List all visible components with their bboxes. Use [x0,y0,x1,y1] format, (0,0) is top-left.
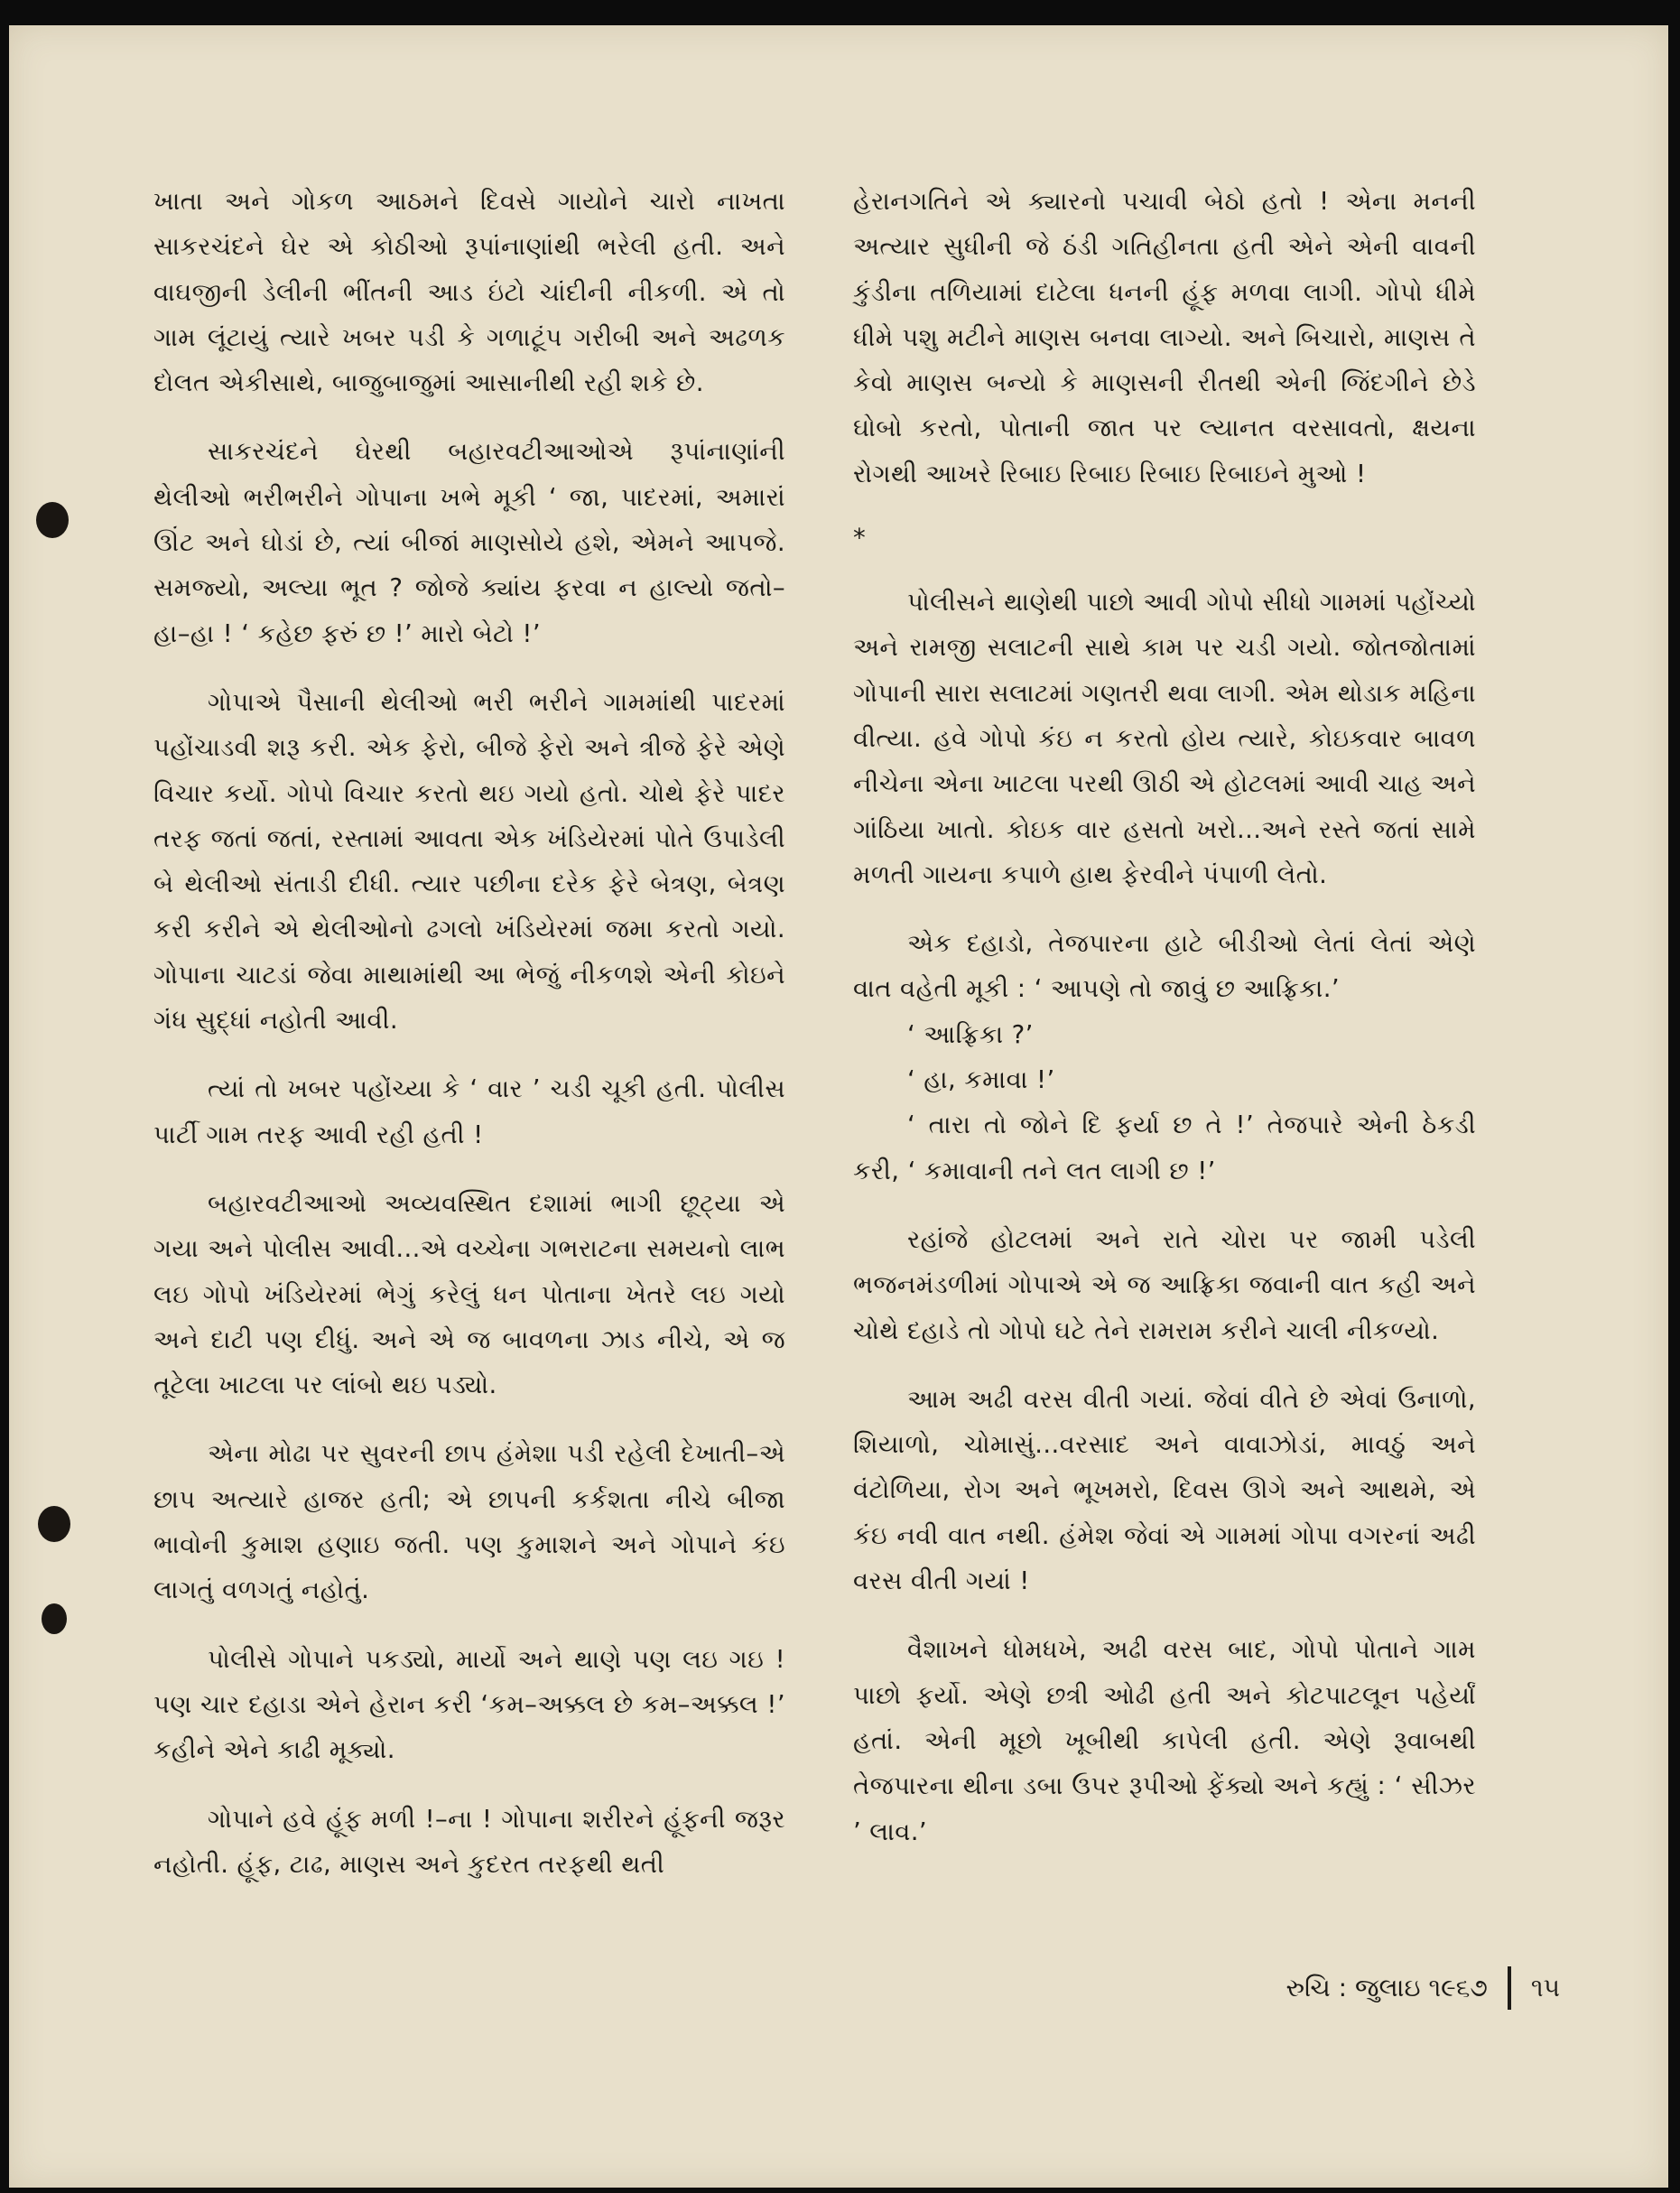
paragraph: હેરાનગતિને એ ક્યારનો પચાવી બેઠો હતો ! એના મનની અત્યાર સુધીની જે ઠંડી ગતિહીનતા હતી એને એની વાવની કુંડીના તળિયામાં દાટેલા ધનની હૂંફ મળવા લાગી. ગોપો ધીમે ધીમે પશુ મટીને માણસ બનવા લાગ્યો. અને બિચારો, માણસ તે કેવો માણસ બન્યો કે માણસની રીતથી એની જિંદગીને છેડે ઘોબો કરતો, પોતાની જાત પર લ્યાનત વરસાવતો, ક્ષયના રોગથી આખરે રિબાઇ રિબાઇ રિબાઇ રિબાઇને મુઓ ! [853,187,1476,488]
paragraph: ત્યાં તો ખબર પહોંચ્યા કે ‘ વાર ’ ચડી ચૂકી હતી. પોલીસ પાર્ટી ગામ તરફ આવી રહી હતી ! [153,1074,785,1149]
paragraph: આમ અઢી વરસ વીતી ગયાં. જેવાં વીતે છે એવાં ઉનાળો, શિયાળો, ચોમાસું...વરસાદ અને વાવાઝોડાં, માવઠું અને વંટોળિયા, રોગ અને ભૂખમરો, દિવસ ઊગે અને આથમે, એ કંઇ નવી વાત નથી. હંમેશ જેવાં એ ગામમાં ગોપા વગરનાં અઢી વરસ વીતી ગયાં ! [853,1384,1476,1596]
paragraph: બહારવટીઆઓ અવ્યવસ્થિત દશામાં ભાગી છૂટ્યા એ ગયા અને પોલીસ આવી...એ વચ્ચેના ગભરાટના સમયનો લાભ લઇ ગોપો ખંડિયેરમાં ભેગું કરેલું ધન પોતાના ખેતરે લઇ ગયો અને દાટી પણ દીધું. અને એ જ બાવળના ઝાડ નીચે, એ જ તૂટેલા ખાટલા પર લાંબો થઇ પડ્યો. [153,1188,785,1400]
binding-hole [42,1603,67,1634]
page-number: ૧૫ [1530,1973,1560,2003]
paragraph: એના મોઢા પર સુવરની છાપ હંમેશા પડી રહેલી દેખાતી–એ છાપ અત્યારે હાજર હતી; એ છાપની કર્કશતા નીચે બીજા ભાવોની કુમાશ હણાઇ જતી. પણ કુમાશને અને ગોપાને કંઇ લાગતું વળગતું નહોતું. [153,1439,785,1605]
binding-hole [36,502,69,538]
magazine-issue: રુચિ : જુલાઇ ૧૯૬૭ [1286,1973,1488,2003]
footer-divider [1508,1966,1511,2010]
paragraph: એક દહાડો, તેજપારના હાટે બીડીઓ લેતાં લેતાં એણે વાત વહેતી મૂકી : ‘ આપણે તો જાવું છ આફ્રિકા.’ [853,929,1476,1004]
page-footer [1286,1966,1560,2010]
dialogue-line: ‘ આફ્રિકા ?’ [907,1019,1034,1049]
paragraph: ખાતા અને ગોકળ આઠમને દિવસે ગાયોને ચારો નાખતા સાકરચંદને ઘેર એ કોઠીઓ રૂપાંનાણાંથી ભરેલી હતી. અને વાઘજીની ડેલીની ભીંતની આડ ઇંટો ચાંદીની નીકળી. એ તો ગામ લૂંટાયું ત્યારે ખબર પડી કે ગળાટૂંપ ગરીબી અને અઢળક દોલત એકીસાથે, બાજુબાજુમાં આસાનીથી રહી શકે છે. [153,187,785,398]
left-column [153,179,785,1887]
paragraph: ગોપાએ પૈસાની થેલીઓ ભરી ભરીને ગામમાંથી પાદરમાં પહોંચાડવી શરૂ કરી. એક ફેરો, બીજે ફેરો અને ત્રીજે ફેરે એણે વિચાર કર્યો. ગોપો વિચાર કરતો થઇ ગયો હતો. ચોથે ફેરે પાદર તરફ જતાં જતાં, રસ્તામાં આવતા એક ખંડિયેરમાં પોતે ઉપાડેલી બે થેલીઓ સંતાડી દીધી. ત્યાર પછીના દરેક ફેરે બેત્રણ, બેત્રણ કરી કરીને એ થેલીઓનો ઢગલો ખંડિયેરમાં જમા કરતો ગયો. ગોપાના ચાટડાં જેવા માથામાંથી આ ભેજું નીકળશે એની કોઇને ગંધ સુદ્ધાં નહોતી આવી. [153,687,785,1036]
right-column [853,179,1476,1854]
paragraph: રહાંજે હોટલમાં અને રાતે ચોરા પર જામી પડેલી ભજનમંડળીમાં ગોપાએ એ જ આફ્રિકા જવાની વાત કહી અને ચોથે દહાડે તો ગોપો ઘટે તેને રામરામ કરીને ચાલી નીકળ્યો. [853,1224,1476,1345]
paragraph: વૈશાખને ધોમધખે, અઢી વરસ બાદ, ગોપો પોતાને ગામ પાછો ફર્યો. એણે છત્રી ઓઢી હતી અને કોટપાટલૂન પહેર્યાં હતાં. એની મૂછો ખૂબીથી કાપેલી હતી. એણે રૂવાબથી તેજપારના થીના ડબા ઉપર રૂપીઓ ફેંક્યો અને કહ્યું : ‘ સીઝર ’ લાવ.’ [853,1635,1476,1846]
dialogue-line: ‘ તારા તો જોને દિ ફર્યા છ તે !’ તેજપારે એની ઠેકડી કરી, ‘ કમાવાની તને લત લાગી છ !’ [853,1110,1476,1185]
section-separator: * [853,524,867,553]
paragraph: પોલીસે ગોપાને પકડ્યો, માર્યો અને થાણે પણ લઇ ગઇ ! પણ ચાર દહાડા એને હેરાન કરી ‘કમ–અક્કલ છે કમ–અક્કલ !’ કહીને એને કાઢી મૂક્યો. [153,1644,785,1765]
paragraph: ગોપાને હવે હૂંફ મળી !–ના ! ગોપાના શરીરને હૂંફની જરૂર નહોતી. હૂંફ, ટાઢ, માણસ અને કુદરત તરફથી થતી [153,1804,785,1879]
paragraph: સાકરચંદને ઘેરથી બહારવટીઆઓએ રૂપાંનાણાંની થેલીઓ ભરીભરીને ગોપાના ખભે મૂકી ‘ જા, પાદરમાં, અમારાં ઊંટ અને ઘોડાં છે, ત્યાં બીજાં માણસોયે હશે, એમને આપજે. સમજ્યો, અલ્યા ભૂત ? જોજે ક્યાંય ફરવા ન હાલ્યો જતો–હા–હા ! ‘ કહેછ ફરું છ !’ મારો બેટો !’ [153,437,785,648]
binding-hole [38,1506,70,1542]
paragraph: પોલીસને થાણેથી પાછો આવી ગોપો સીધો ગામમાં પહોંચ્યો અને રામજી સલાટની સાથે કામ પર ચડી ગયો. જોતજોતામાં ગોપાની સારા સલાટમાં ગણતરી થવા લાગી. એમ થોડાક મહિના વીત્યા. હવે ગોપો કંઇ ન કરતો હોય ત્યારે, કોઇકવાર બાવળ નીચેના એના ખાટલા પરથી ઊઠી એ હોટલમાં આવી ચાહ અને ગાંઠિયા ખાતો. કોઇક વાર હસતો ખરો...અને રસ્તે જતાં સામે મળતી ગાયના કપાળે હાથ ફેરવીને પંપાળી લેતો. [853,588,1476,889]
magazine-page [9,25,1668,2188]
dialogue-line: ‘ હા, કમાવા !’ [907,1065,1055,1095]
